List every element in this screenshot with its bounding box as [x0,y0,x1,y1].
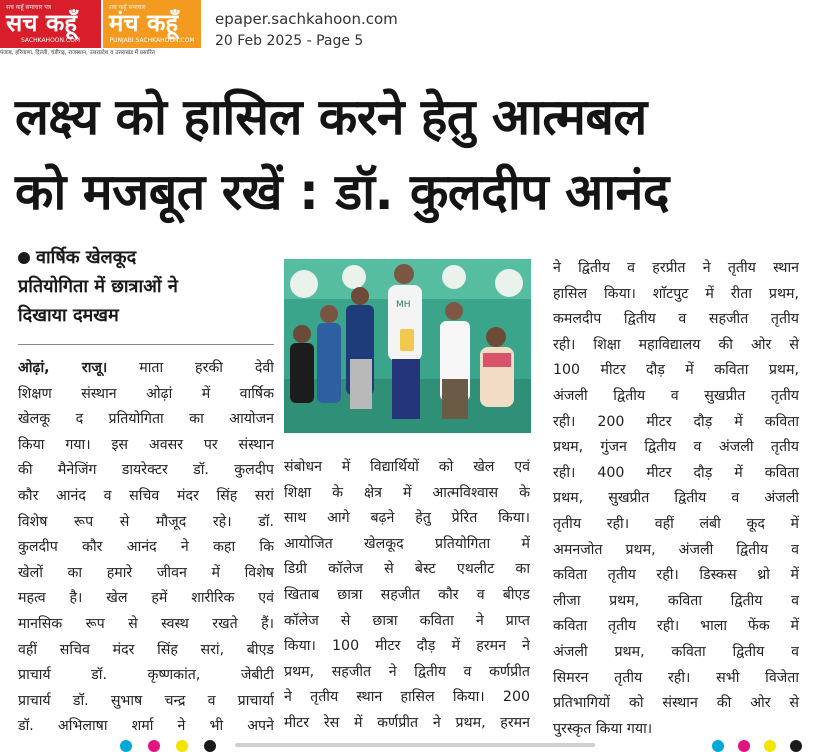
col1-line: डॉ. अभिलाषा शर्मा ने भी अपने [18,718,274,735]
logo-editions-strip: पंजाब, हरियाणा, दिल्ली, चंडीगढ़, राजस्थान, उत्तरप्रदेश व उत्तराखंड में प्रसारित [0,50,155,56]
col1-first-line: माता हरकी देवी [139,360,274,376]
col3-line: तृतीय रही। वहीं लंबी कूद में [553,515,799,532]
col1-line: कुलदीप कौर आनंद ने कहा कि [18,539,274,556]
col1-line: कौर आनंद व सचिव मंदर सिंह सरां [18,487,274,504]
award-ceremony-illustration [284,259,531,433]
registration-dot [148,740,160,752]
col3-line: कविता तृतीय रही। भाला फेंक में [553,618,799,635]
col3-line: हासिल किया। शाॅटपुट में रीता प्रथम, [553,285,799,302]
subhead-line-1: वार्षिक खेलकूद [36,247,137,268]
col2-line: साथ आगे बढ़ने हेतु प्रेरित किया। [284,510,530,527]
col2-line: संबोधन में विद्यार्थियों को खेल एवं [284,459,530,475]
col3-line: 100 मीटर दौड़ में कविता प्रथम, [553,362,799,379]
article-column-1 [18,356,274,740]
registration-dot [712,740,724,752]
col1-line: महत्व है। खेल हमें शारीरिक एवं [18,590,274,607]
col1-line: विशेष रूप से मौजूद रहे। डॉ. [18,513,274,530]
logo-left-tagline: सच कहूँ समाचार पत्र [6,4,52,11]
col2-line: शिक्षा के क्षेत्र में आत्मविश्वास के [284,484,530,501]
col3-line: अंजली प्रथम, कविता द्वितीय व [553,643,799,660]
headline-line-1: लक्ष्य को हासिल करने हेतु आत्मबल [15,88,647,146]
article-column-3 [553,256,799,742]
registration-dot [790,740,802,752]
col3-line: पुरस्कृत किया गया। [553,720,653,737]
col3-line: लीजा प्रथम, कविता द्वितीय व [553,592,799,609]
subhead-line-2: प्रतियोगिता में छात्राओं ने [18,276,178,297]
registration-dot [176,740,188,752]
col1-line: की मैनेजिंग डायरेक्टर डॉ. कुलदीप [18,462,274,479]
col3-line: रही। 200 मीटर दौड़ में कविता [553,413,799,430]
col1-line: खेलों का हमारे जीवन में विशेष [18,564,274,581]
article-photo[interactable] [284,259,531,433]
col1-line: प्राचार्य डॉ. सुभाष चन्द्र व प्राचार्या [18,692,274,709]
col3-line: प्रतिभागियों को संस्थान की ओर से [553,695,799,712]
registration-dot [204,740,216,752]
col3-line: अमनजोत प्रथम, अंजली द्वितीय व [553,541,799,558]
logo-right-tagline: सच कहूँ समाचार [109,4,146,11]
col3-line: रही। शिक्षा महाविद्यालय की ओर से [553,336,799,353]
headline-line-2: को मजबूत रखें : डॉ. कुलदीप आनंद [15,163,669,221]
col3-line: सिमरन तृतीय रही। सभी विजेता [553,669,799,686]
col2-line: मीटर रेस में कर्णप्रीत ने प्रथम, हरमन [284,714,530,731]
col2-line: किया। 100 मीटर दौड़ में हरमन ने [284,638,530,655]
registration-dot [120,740,132,752]
logo-right-url: PUNJABI.SACHKAHOON.COM [109,37,195,44]
col3-line: रही। 400 मीटर दौड़ में कविता [553,464,799,481]
col1-line: वहीं सचिव मंदर सिंह सरां, बीएड [18,641,274,658]
print-registration-marks [0,738,830,747]
epaper-site-url[interactable]: epaper.sachkahoon.com [215,10,398,28]
col3-line: प्रथम, गुंजन द्वितीय व अंजली तृतीय [553,439,799,456]
newspaper-logo[interactable] [0,0,204,58]
article-column-2 [284,455,530,737]
col2-line: प्रथम, सहजीत ने द्वितीय व कर्णप्रीत [284,663,530,680]
col3-line: ने द्वितीय व हरप्रीत ने तृतीय स्थान [553,260,799,276]
col1-line: किया गया। इस अवसर पर संस्थान [18,436,274,453]
col2-line: कॉलेज से छात्रा कविता ने प्राप्त [284,612,530,629]
col2-line: आयोजित खेलकूद प्रतियोगिता में [284,535,530,552]
col1-line: प्राचार्य डॉ. कृष्णकांत, जेबीटी [18,667,274,684]
registration-bar [235,743,595,747]
logo-sach-kahoon [0,0,101,48]
page-header [0,0,830,60]
col1-line: खेलकू द प्रतियोगिता का आयोजन [18,411,274,428]
article-subhead [18,243,273,330]
subhead-line-3: दिखाया दमखम [18,305,119,326]
article-headline [15,80,815,230]
col3-line: कविता तृतीय रही। डिस्कस थ्रो में [553,567,799,584]
col3-line: कमलदीप द्वितीय व सहजीत तृतीय [553,311,799,328]
shirt-text: MH [396,300,411,310]
col3-line: अंजली द्वितीय व सुखप्रीत तृतीय [553,387,799,404]
subhead-divider [18,344,274,345]
dateline: ओढ़ां, राजू। [18,360,108,376]
bullet-icon [18,252,30,264]
registration-dot [764,740,776,752]
col2-line: ने तृतीय स्थान हासिल किया। 200 [284,689,530,706]
col1-line: मानसिक रूप से स्वस्थ रखते हैं। [18,615,274,632]
col3-line: प्रथम, सुखप्रीत द्वितीय व अंजली [553,490,799,507]
logo-left-url: SACHKAHOON.COM [21,37,80,44]
registration-dot [738,740,750,752]
edition-date-page: 20 Feb 2025 - Page 5 [215,33,364,49]
logo-left-name: सच कहूँ [6,9,77,37]
logo-right-name: मंच कहूँ [109,9,179,37]
logo-manch-kahoon [103,0,201,48]
col2-line: खिताब छात्रा सहजीत कौर व बीएड [284,586,530,603]
col1-line: शिक्षण संस्थान ओढ़ां में वार्षिक [18,385,274,402]
col2-line: डिग्री कॉलेज से बेस्ट एथलीट का [284,561,530,578]
